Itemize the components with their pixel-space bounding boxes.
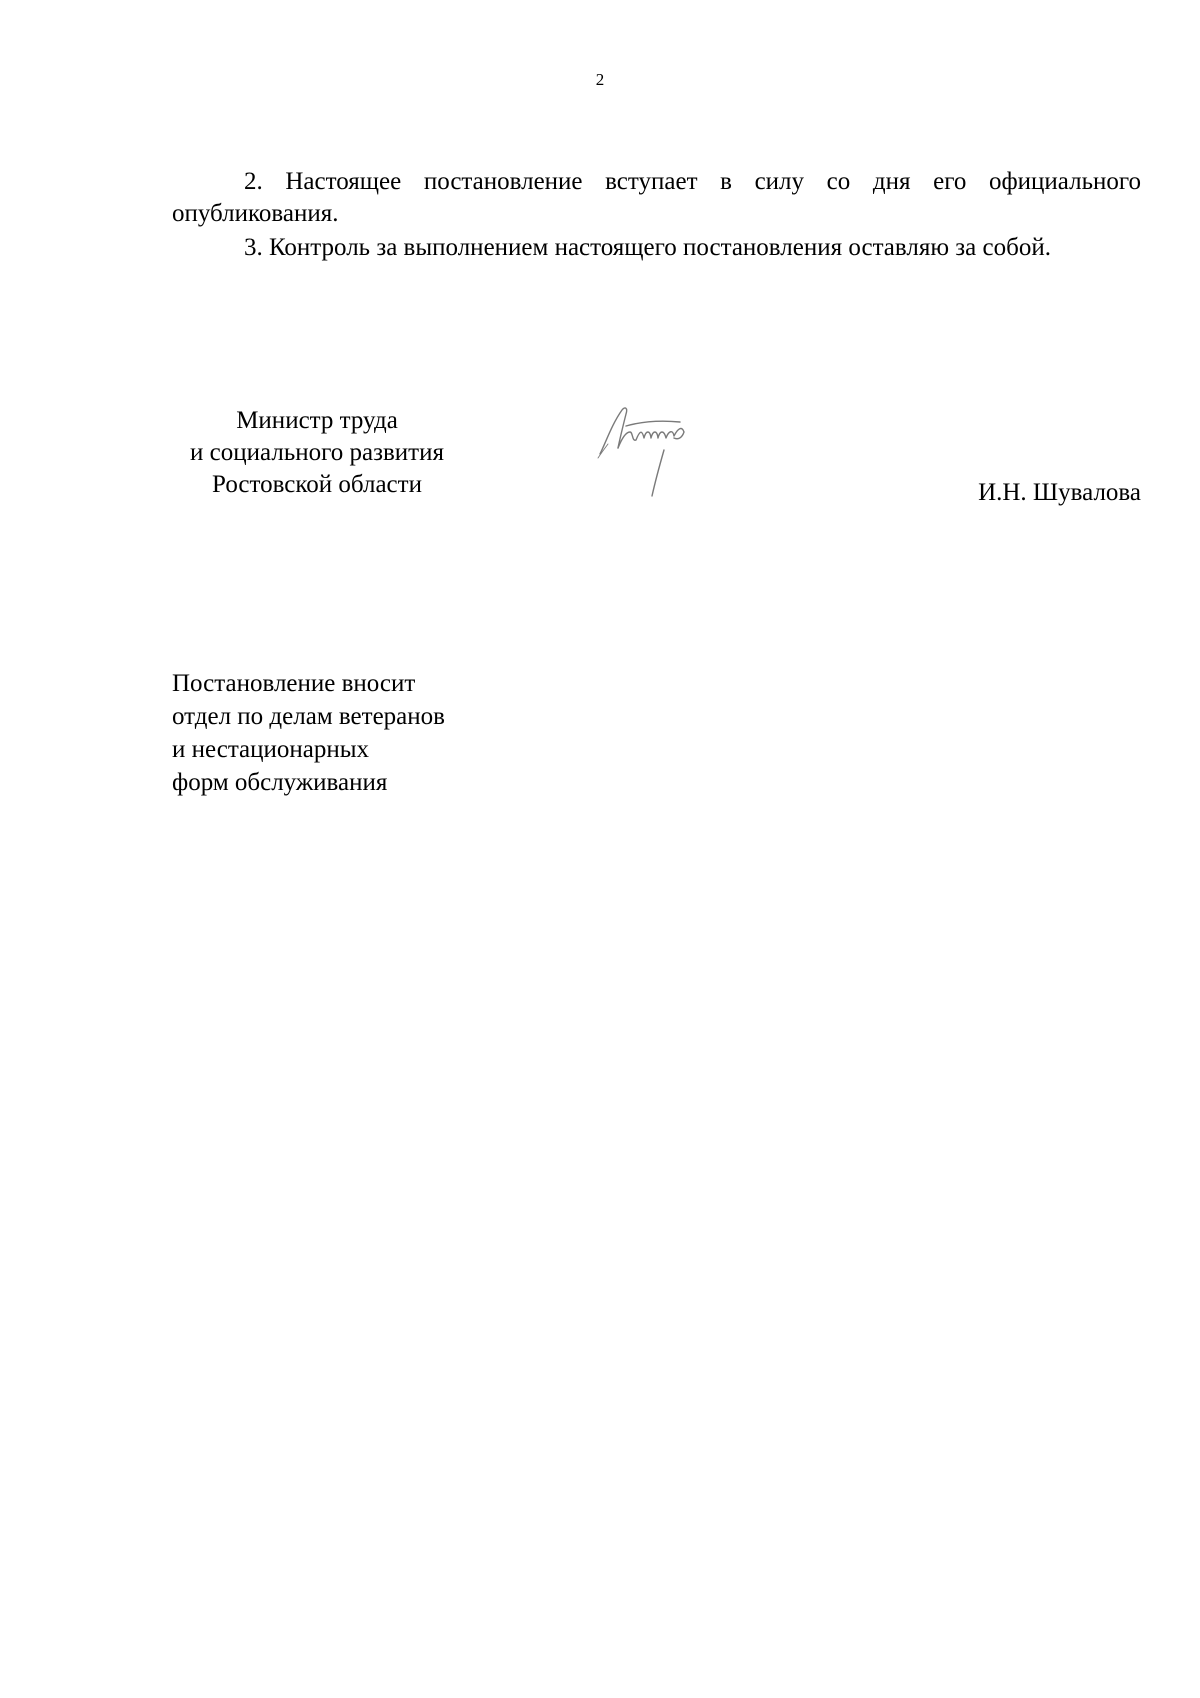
signatory-name: И.Н. Шувалова xyxy=(978,479,1141,506)
signatory-position-line: и социального развития xyxy=(190,439,444,466)
paragraph-effective-date: 2. Настоящее постановление вступает в силу со дня его официального опубликования. xyxy=(172,168,1141,227)
handwritten-signature xyxy=(596,402,716,512)
signatory-position-line: Министр труда xyxy=(236,407,398,434)
submitted-by-line: отдел по делам ветеранов xyxy=(172,703,445,730)
signatory-position xyxy=(172,405,462,501)
page-number: 2 xyxy=(595,70,605,89)
submitted-by-line: форм обслуживания xyxy=(172,769,388,796)
signatory-position-line: Ростовской области xyxy=(212,471,422,498)
submitted-by-line: Постановление вносит xyxy=(172,670,416,697)
paragraph-control: 3. Контроль за выполнением настоящего постановления оставляю за собой. xyxy=(244,234,1051,261)
submitted-by-line: и нестационарных xyxy=(172,736,370,763)
submitted-by-note xyxy=(172,667,445,799)
